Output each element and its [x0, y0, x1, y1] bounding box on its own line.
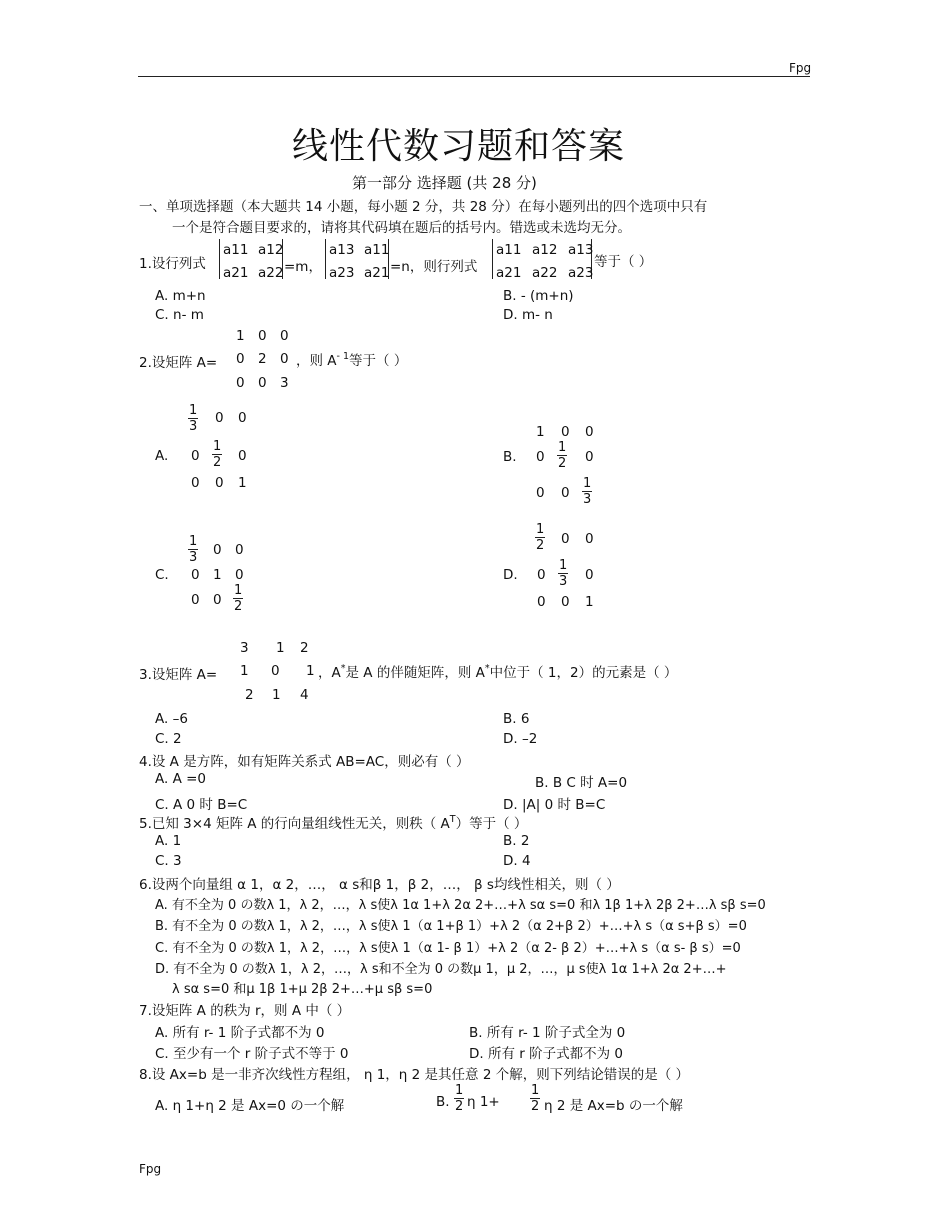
q5-option-d: D. 4: [503, 853, 531, 869]
q1-det3-a22: a22: [532, 265, 558, 281]
section-intro-line2: 一个是符合题目要求的，请将其代码填在题后的括号内。错选或未选均无分。: [172, 220, 631, 236]
q3-m23: 1: [306, 663, 315, 679]
q1-option-a: A. m+n: [155, 288, 206, 304]
q2c-r3c1: 0: [191, 592, 200, 608]
q1-det3-a13: a13: [568, 242, 594, 258]
q2-option-c-label: C.: [155, 567, 169, 583]
q2a-r3c3: 1: [238, 475, 247, 491]
q4-option-c: C. A 0 时 B=C: [155, 797, 248, 813]
q5-option-a: A. 1: [155, 833, 182, 849]
q2a-r1c2: 0: [215, 410, 224, 426]
q2c-r2c3: 0: [235, 567, 244, 583]
q8b-frac-1-2-b: $\frac{1}{2}$: [531, 1083, 540, 1114]
q3-option-c: C. 2: [155, 731, 182, 747]
q8-option-b-mid: η 1+: [467, 1094, 500, 1110]
q2c-frac-1-3: $\frac{1}{3}$: [189, 534, 198, 565]
q2-m11: 1: [236, 328, 245, 344]
q1-det2-a13: a13: [329, 242, 355, 258]
q2-option-a-label: A.: [155, 448, 169, 464]
q5-option-b: B. 2: [503, 833, 530, 849]
q2b-r1c1: 1: [536, 424, 545, 440]
q3-option-b: B. 6: [503, 711, 530, 727]
q2d-frac-1-3: $\frac{1}{3}$: [559, 558, 568, 589]
q3-m11: 3: [240, 640, 249, 656]
q1-option-b: B. - (m+n): [503, 288, 574, 304]
q6-option-d-line2: λ sα s=0 和μ 1β 1+μ 2β 2+…+μ sβ s=0: [172, 982, 433, 997]
q2b-r1c2: 0: [561, 424, 570, 440]
q4-option-b: B. B C 时 A=0: [535, 775, 628, 791]
q2b-frac-1-3: $\frac{1}{3}$: [583, 476, 592, 507]
q2d-r2c3: 0: [585, 567, 594, 583]
q1-option-c: C. n- m: [155, 307, 204, 323]
q4-option-d: D. |A| 0 时 B=C: [503, 797, 606, 813]
page-title: 线性代数习题和答案: [292, 126, 626, 167]
q8-text: 8.设 Ax=b 是一非齐次线性方程组， η 1，η 2 是其任意 2 个解，则下列结论错误的是（ ）: [139, 1067, 689, 1083]
q2a-r3c1: 0: [191, 475, 200, 491]
part-heading: 第一部分 选择题 (共 28 分): [352, 174, 537, 192]
q2a-r2c3: 0: [238, 448, 247, 464]
q1-det3-a12: a12: [532, 242, 558, 258]
q1-det3-a21: a21: [496, 265, 522, 281]
q2c-r3c2: 0: [213, 592, 222, 608]
q3-option-d: D. –2: [503, 731, 538, 747]
q5-option-c: C. 3: [155, 853, 182, 869]
q1-option-d: D. m- n: [503, 307, 553, 323]
q2c-r2c2: 1: [213, 567, 222, 583]
q6-option-b: B. 有不全为 0 の数λ 1，λ 2，…，λ s使λ 1（α 1+β 1）+λ 2（α 2+β 2）+…+λ s（α s+β s）=0: [155, 919, 747, 934]
q2a-frac-1-2: $\frac{1}{2}$: [213, 439, 222, 470]
q2c-r1c2: 0: [213, 542, 222, 558]
q4-option-a: A. A =0: [155, 771, 207, 787]
q2-prefix: 2.设矩阵 A=: [139, 355, 218, 371]
q1-det3-a11: a11: [496, 242, 522, 258]
q2c-frac-1-2: $\frac{1}{2}$: [234, 583, 243, 614]
q1-det2-a23: a23: [329, 265, 355, 281]
q2-m33: 3: [280, 375, 289, 391]
q2b-r1c3: 0: [585, 424, 594, 440]
q3-prefix: 3.设矩阵 A=: [139, 667, 218, 683]
q1-det1-a12: a12: [258, 242, 284, 258]
q2a-r2c1: 0: [191, 448, 200, 464]
q2a-r3c2: 0: [215, 475, 224, 491]
q1-suffix: 等于（ ）: [594, 254, 653, 270]
q3-text: ，A*是 A 的伴随矩阵，则 A*中位于（ 1，2）的元素是（ ）: [318, 663, 678, 681]
q3-m31: 2: [245, 687, 254, 703]
section-intro-line1: 一、单项选择题（本大题共 14 小题，每小题 2 分，共 28 分）在每小题列出的四个选项中只有: [139, 199, 708, 215]
q8b-frac-1-2-a: $\frac{1}{2}$: [455, 1083, 464, 1114]
q2c-r1c3: 0: [235, 542, 244, 558]
q8-option-b-label: B.: [436, 1094, 450, 1110]
q2-m32: 0: [258, 375, 267, 391]
q3-m21: 1: [240, 663, 249, 679]
q1-eq2: =n，则行列式: [390, 259, 478, 275]
q1-det2-a11: a11: [364, 242, 390, 258]
q2d-r3c3: 1: [585, 594, 594, 610]
q7-option-d: D. 所有 r 阶子式都不为 0: [469, 1046, 623, 1062]
q6-text: 6.设两个向量组 α 1，α 2，…， α s和β 1，β 2，…， β s均线性相关，则（ ）: [139, 877, 620, 893]
q2a-r1c3: 0: [238, 410, 247, 426]
q3-m13: 2: [300, 640, 309, 656]
q6-option-a: A. 有不全为 0 の数λ 1，λ 2，…，λ s使λ 1α 1+λ 2α 2+…+λ sα s=0 和λ 1β 1+λ 2β 2+…λ sβ s=0: [155, 898, 766, 913]
q5-text: 5.已知 3×4 矩阵 A 的行向量组线性无关，则秩（ $A^T$）等于（ ）: [139, 814, 528, 832]
q6-option-d-line1: D. 有不全为 0 の数λ 1，λ 2，…，λ s和不全为 0 の数μ 1，μ 2，…，μ s使λ 1α 1+λ 2α 2+…+: [155, 962, 727, 977]
q2d-r1c2: 0: [561, 531, 570, 547]
q1-det1-a21: a21: [223, 265, 249, 281]
q1-det2-a21: a21: [364, 265, 390, 281]
q7-option-c: C. 至少有一个 r 阶子式不等于 0: [155, 1046, 349, 1062]
q2a-frac-1-3: $\frac{1}{3}$: [189, 403, 198, 434]
header-rule: [138, 76, 810, 77]
q2-m23: 0: [280, 351, 289, 367]
q3-option-a: A. –6: [155, 711, 188, 727]
q3-m32: 1: [272, 687, 281, 703]
q1-det1-a22: a22: [258, 265, 284, 281]
q2b-r3c2: 0: [561, 485, 570, 501]
q2-option-d-label: D.: [503, 567, 518, 583]
q3-m33: 4: [300, 687, 309, 703]
header-mark: Fpg: [789, 61, 812, 75]
footer-mark: Fpg: [139, 1162, 162, 1176]
q2b-frac-1-2: $\frac{1}{2}$: [558, 440, 567, 471]
q1-prefix: 1.设行列式: [139, 256, 206, 272]
q2-m13: 0: [280, 328, 289, 344]
q2d-r2c1: 0: [537, 567, 546, 583]
q2d-r1c3: 0: [585, 531, 594, 547]
q1-eq1: =m，: [284, 259, 322, 275]
q7-text: 7.设矩阵 A 的秩为 r，则 A 中（ ）: [139, 1003, 351, 1019]
q2d-r3c2: 0: [561, 594, 570, 610]
q2b-r2c1: 0: [536, 449, 545, 465]
q6-option-c: C. 有不全为 0 の数λ 1，λ 2，…，λ s使λ 1（α 1- β 1）+λ 2（α 2- β 2）+…+λ s（α s- β s）=0: [155, 941, 741, 956]
q2-m12: 0: [258, 328, 267, 344]
q2-suffix: ，则 $A^{- 1}$等于（ ）: [296, 351, 408, 369]
q2d-r3c1: 0: [537, 594, 546, 610]
q2c-r2c1: 0: [191, 567, 200, 583]
q3-m22: 0: [271, 663, 280, 679]
q2-m22: 2: [258, 351, 267, 367]
q3-m12: 1: [276, 640, 285, 656]
q2-m21: 0: [236, 351, 245, 367]
q4-text: 4.设 A 是方阵，如有矩阵关系式 AB=AC，则必有（ ）: [139, 754, 470, 770]
q2-m31: 0: [236, 375, 245, 391]
q7-option-a: A. 所有 r- 1 阶子式都不为 0: [155, 1025, 325, 1041]
q7-option-b: B. 所有 r- 1 阶子式全为 0: [469, 1025, 626, 1041]
q2d-frac-1-2: $\frac{1}{2}$: [536, 522, 545, 553]
q2b-r3c1: 0: [536, 485, 545, 501]
q2b-r2c3: 0: [585, 449, 594, 465]
q1-det1-a11: a11: [223, 242, 249, 258]
q8-option-b-tail: η 2 是 Ax=b の一个解: [544, 1098, 683, 1114]
q2-option-b-label: B.: [503, 449, 517, 465]
q8-option-a: A. η 1+η 2 是 Ax=0 の一个解: [155, 1098, 345, 1114]
q1-det3-a23: a23: [568, 265, 594, 281]
